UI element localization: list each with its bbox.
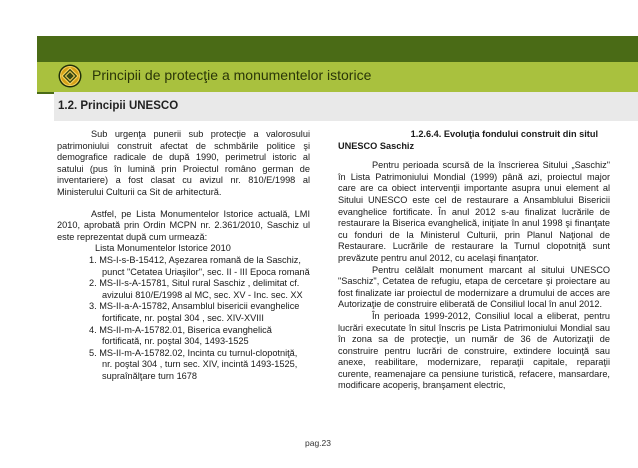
paragraph: Sub urgenţa punerii sub protecţie a valorosului patrimoniului construit afectat de schmbările politice şi demografice radicale de după 1990, perimetrul istoric al satului (pus în lumină prin Proiectul româno german de inventariere) a fost clasat cu avizul nr. 810/E/1998 al Ministerului Culturii ca Sit de arhitectură. xyxy=(57,129,310,197)
subsection-heading-cont: UNESCO Saschiz xyxy=(338,140,415,151)
gold-diamond-emblem-icon xyxy=(58,64,82,88)
section-title: 1.2. Principii UNESCO xyxy=(58,100,179,112)
list-item: 4. MS-II-m-A-15782.01, Biserica evanghelică fortificată, nr. poştal 304, 1493-1525 xyxy=(89,324,272,347)
left-column xyxy=(57,129,310,382)
paragraph: Pentru celălalt monument marcant al sitului UNESCO "Saschiz", Cetatea de refugiu, etapa de cercetare şi proiectare au fost finalizate iar proiectul de modernizare a drumului de acces are Autorizaţie de construire eliberată de Consiliul local în anul 2012. xyxy=(338,264,610,310)
list-item: 2. MS-II-s-A-15781, Situl rural Saschiz , delimitat cf. avizului 810/E/1998 al MC, sec. XV - Inc. sec. XX xyxy=(89,278,303,300)
list-title: Lista Monumentelor Istorice 2010 xyxy=(95,243,231,254)
right-column xyxy=(338,129,610,392)
list-item: 1. MS-I-s-B-15412, Aşezarea romană de la Saschiz, punct "Cetatea Uriaşilor", sec. II - III Epoca romană xyxy=(89,254,310,277)
page-number: pag.23 xyxy=(305,438,331,448)
list-item: 5. MS-II-m-A-15782.02, Incinta cu turnul-clopotniţă, nr. poştal 304 , turn sec. XIV, incintă 1493-1525, supraînălţare turn 1678 xyxy=(89,347,298,381)
subsection-heading: 1.2.6.4. Evoluţia fondului construit din situl xyxy=(410,129,598,139)
paragraph: Pentru perioada scursă de la înscrierea Sitului „Saschiz" în Lista Patrimoniului Mondial (1999) până azi, proiectul major care are ca obiect intervenţii importante asupra unui element al Sitului UNESCO este cel de restaurare a Ansamblului Bisericii evanghelice fortificate. În anul 2012 s-au finalizat lucrările de restaurare la Biserica evanghelică, iniţiate în anul 1998 şi finanţate cu fonduri de la Ministerul Culturii, prin Planul Naţional de Restaurare. Lucrările de restaurare la Turnul clopotniţă sunt prevăzute pentru anul 2012, cu acelaşi finanţator. xyxy=(338,160,610,263)
paragraph: Astfel, pe Lista Monumentelor Istorice actuală, LMI 2010, aprobată prin Ordin MCPN nr. 2.361/2010, Saschiz ul este reprezentat după cum urmează: xyxy=(57,208,310,242)
list-item: 3. MS-II-a-A-15782, Ansamblul bisericii evanghelice fortificate, nr. poştal 304 , sec. XIV-XVIII xyxy=(89,301,300,323)
paragraph: În perioada 1999-2012, Consiliul local a eliberat, pentru lucrări executate în situl înscris pe Lista Patrimoniului Mondial sau în zona sa de protecţie, un număr de 36 de Autorizaţii de construire pentru lucrări de construire, extindere locuinţă sau anexe, reabilitare, modernizare, reparaţii capitale, reparaţii curente, reamenajare ca pensiune turistică, refacere, mansardare, modificare acoperiş, branşament electric, xyxy=(338,310,610,391)
chapter-title: Principii de protecţie a monumentelor istorice xyxy=(92,67,372,83)
